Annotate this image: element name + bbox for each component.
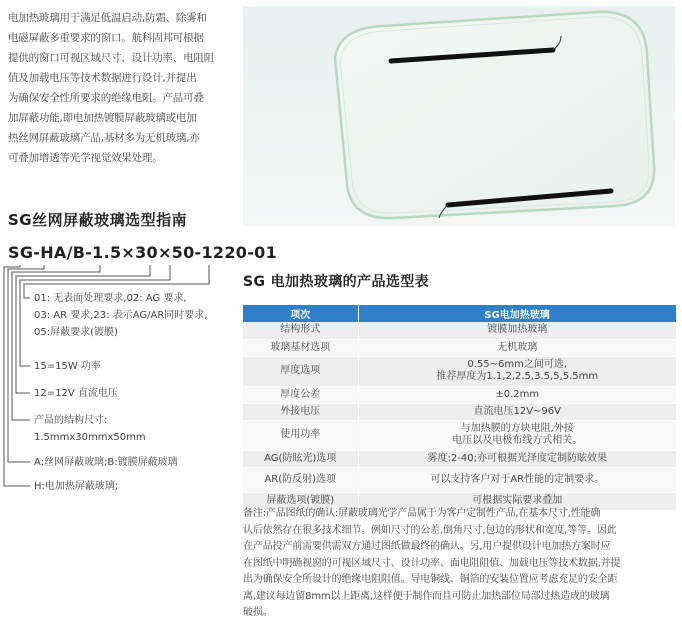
row-key: 使用功率 xyxy=(243,420,358,450)
note-type-ab: A:丝网屏蔽玻璃;B:镀膜屏蔽玻璃 xyxy=(34,457,178,468)
table-row xyxy=(243,322,676,339)
table-row xyxy=(243,386,676,403)
remark-line: 在产品投产前需要供需双方通过图纸做最终的确认。另,用户提供设计电加热方案时应 xyxy=(243,541,611,552)
row-value: 可以支持客户对于AR性能的定制要求。 xyxy=(358,467,676,492)
remark-paragraph xyxy=(243,506,677,622)
table-title: SG 电加热玻璃的产品选型表 xyxy=(243,274,430,290)
note-voltage: 12=12V 直流电压 xyxy=(34,388,118,399)
intro-line: 热丝网屏蔽玻璃产品,基材多为无机玻璃,亦 xyxy=(8,132,200,144)
remark-line: 在图纸中明确视窗的可视区域尺寸、设计功率、面电阻阻值、加载电压等技术数据,并提 xyxy=(243,557,621,569)
header-product: SG电加热玻璃 xyxy=(358,305,676,322)
note-surface-3: 05:屏蔽要求(镀膜) xyxy=(34,327,118,338)
table-row xyxy=(243,420,676,450)
row-key: 结构形式 xyxy=(243,322,358,339)
row-value: 无机玻璃 xyxy=(358,339,676,356)
intro-line: 值及加载电压等技术数据进行设计,并提出 xyxy=(8,72,197,84)
row-key: 厚度公差 xyxy=(243,386,358,403)
table-row xyxy=(243,450,676,467)
guide-title: SG丝网屏蔽玻璃选型指南 xyxy=(8,211,188,229)
spec-table xyxy=(243,305,677,511)
product-photo xyxy=(243,6,675,226)
note-surface-2: 03: AR 要求,23: 表示AG/AR同时要求, xyxy=(34,310,208,321)
remark-line: 认后依然存在很多技术细节。例如尺寸的公差,倒角尺寸,包边的形状和宽度,等等。因此 xyxy=(243,524,617,536)
row-value: ±0.2mm xyxy=(358,386,676,403)
remark-line: 备注:产品图纸的确认:屏蔽玻璃光学产品属于为客户定制性产品,在基本尺寸,性能确 xyxy=(243,508,601,519)
heated-glass-panel-illustration xyxy=(243,6,675,226)
intro-line: 可叠加增透等光学视觉效果处理。 xyxy=(8,152,163,164)
row-key: 玻璃基材选项 xyxy=(243,339,358,356)
row-key: 外接电压 xyxy=(243,403,358,420)
row-key: 屏蔽选项(镀膜) xyxy=(243,492,358,510)
remark-line: 出为确保安全所设计的绝缘电阻阻值。导电铜线、铜箔的安装位置应考虑充足的安全距 xyxy=(243,574,618,585)
row-value-line: 0.55~6mm之间可选, xyxy=(467,359,568,370)
table-header-row xyxy=(243,305,676,322)
table-row xyxy=(243,339,676,356)
intro-line: 电磁屏蔽多重要求的窗口。航科固邦可根据 xyxy=(8,32,204,44)
intro-line: 加屏蔽功能,即电加热镀膜屏蔽玻璃或电加 xyxy=(8,112,197,124)
note-type-h: H:电加热屏蔽玻璃; xyxy=(34,481,119,492)
row-value xyxy=(358,420,676,450)
table-row xyxy=(243,403,676,420)
row-key: AR(防反射)选项 xyxy=(243,467,358,492)
model-code: SG-HA/B-1.5×30×50-1220-01 xyxy=(8,243,278,262)
row-value-line: 推荐厚度为1.1,2,2.5,3.5,5,5.5mm xyxy=(436,371,599,382)
remark-line: 破损。 xyxy=(243,607,273,618)
row-key: 厚度选项 xyxy=(243,356,358,386)
row-key: AG(防眩光)选项 xyxy=(243,450,358,467)
table-row xyxy=(243,467,676,492)
note-power: 15=15W 功率 xyxy=(34,361,101,372)
row-value-line: 电压以及电极布线方式相关。 xyxy=(452,435,583,446)
note-size-label: 产品的结构尺寸: xyxy=(34,415,108,426)
note-size-value: 1.5mmx30mmx50mm xyxy=(34,432,146,443)
row-value xyxy=(358,356,676,386)
row-value: 雾度:2-40;亦可根据光泽度定制防眩效果 xyxy=(358,450,676,467)
row-value-line: 与加热膜的方块电阻,外接 xyxy=(460,423,574,434)
row-value: 可根据实际要求叠加 xyxy=(358,492,676,510)
header-item: 项次 xyxy=(243,305,358,322)
note-surface-1: 01: 无表面处理要求,02: AG 要求, xyxy=(34,293,187,304)
intro-line: 为确保安全性所要求的绝缘电阻。产品可叠 xyxy=(8,92,204,104)
row-value: 镀膜加热玻璃 xyxy=(358,322,676,339)
remark-line: 离,建议每边留8mm以上距离,这样便于制作而且可防止加热部位局部过热造成的玻璃 xyxy=(243,590,610,602)
intro-line: 提供的窗口可视区域尺寸、设计功率、电阻阻 xyxy=(8,52,214,64)
table-row xyxy=(243,356,676,386)
row-value: 直流电压12V~96V xyxy=(358,403,676,420)
intro-line: 电加热玻璃用于满足低温启动,防霜、除雾和 xyxy=(8,12,207,24)
